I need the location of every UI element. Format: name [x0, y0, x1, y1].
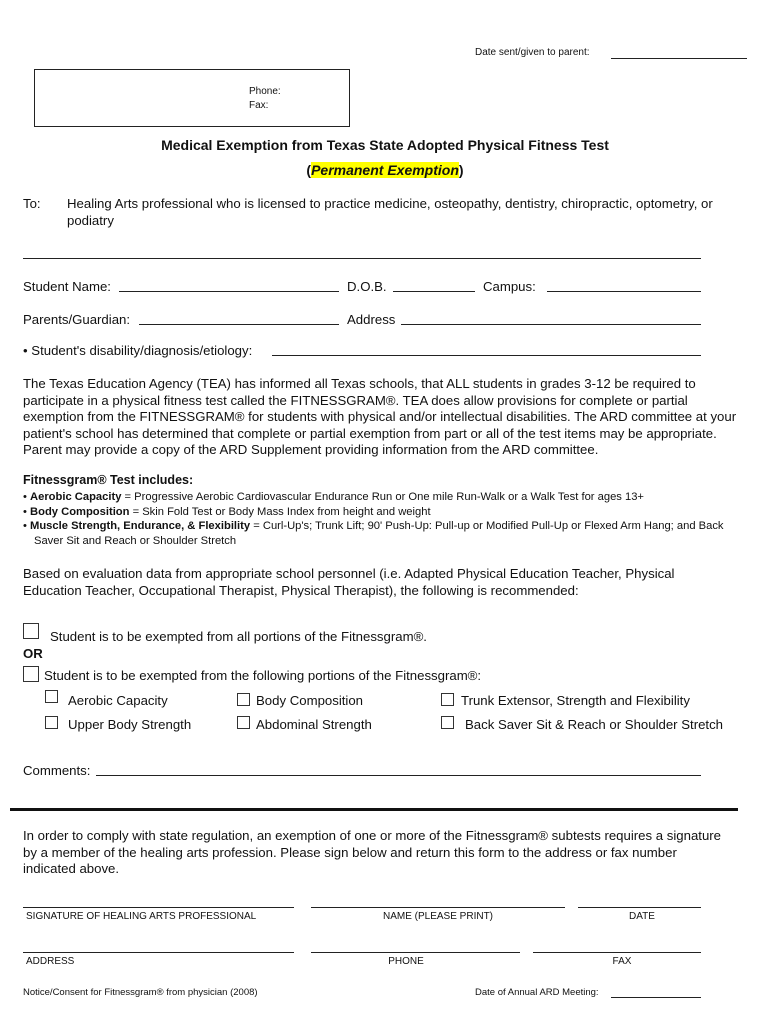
- or-label: OR: [23, 646, 43, 661]
- includes-list: [23, 490, 748, 548]
- abdominal-label: Abdominal Strength: [256, 717, 372, 732]
- fax-field[interactable]: [533, 952, 701, 953]
- school-contact-box: [34, 69, 350, 127]
- address-label: Address: [347, 312, 396, 327]
- dob-label: D.O.B.: [347, 279, 387, 294]
- print-name-label: NAME (PLEASE PRINT): [382, 911, 494, 922]
- abdominal-checkbox[interactable]: [237, 716, 250, 729]
- date-label: DATE: [629, 911, 655, 922]
- parents-label: Parents/Guardian:: [23, 312, 131, 327]
- evaluation-paragraph: Based on evaluation data from appropriate school personnel (i.e. Adapted Physical Education Teacher, Physical Education Teacher, Occupational Therapist, Physical Therapist), the following is recommended:: [23, 566, 675, 598]
- section-divider: [10, 808, 738, 811]
- subtitle-open-paren: (: [306, 162, 312, 178]
- student-name-label: Student Name:: [23, 279, 111, 294]
- signature-field[interactable]: [23, 907, 294, 908]
- backsaver-checkbox[interactable]: [441, 716, 454, 729]
- subtitle-close-paren: ): [458, 162, 464, 178]
- phone-label: PHONE: [388, 956, 424, 967]
- separator-line: [23, 258, 701, 259]
- to-label: To:: [23, 196, 41, 211]
- campus-label: Campus:: [483, 279, 536, 294]
- include-desc: = Progressive Aerobic Cardiovascular Endurance Run or One mile Run-Walk or a Walk Test for ages 13+: [121, 491, 644, 503]
- include-desc: = Skin Fold Test or Body Mass Index from height and weight: [129, 505, 431, 518]
- date-sent-label: Date sent/given to parent:: [475, 47, 590, 58]
- footer-note: Notice/Consent for Fitnessgram® from physician (2008): [23, 987, 258, 998]
- to-text: Healing Arts professional who is licensed to practice medicine, osteopathy, dentistry, chiropractic, optometry, or podiatry: [67, 196, 713, 228]
- trunk-checkbox[interactable]: [441, 693, 454, 706]
- comments-label: Comments:: [23, 763, 91, 778]
- signature-label: SIGNATURE OF HEALING ARTS PROFESSIONAL: [26, 911, 257, 922]
- includes-heading: Fitnessgram® Test includes:: [23, 473, 194, 487]
- form-subtitle: [0, 162, 770, 178]
- student-name-field[interactable]: [119, 291, 339, 292]
- include-name: Aerobic Capacity: [30, 491, 122, 503]
- body-composition-label: Body Composition: [256, 693, 364, 708]
- ard-meeting-label: Date of Annual ARD Meeting:: [475, 987, 599, 998]
- bullet: •: [23, 520, 27, 532]
- fax-label: Fax:: [249, 100, 269, 111]
- list-item: [23, 505, 748, 520]
- form-title: Medical Exemption from Texas State Adopted Physical Fitness Test: [161, 137, 609, 153]
- parents-field[interactable]: [139, 324, 339, 325]
- disability-field[interactable]: [272, 355, 701, 356]
- dob-field[interactable]: [393, 291, 475, 292]
- upper-body-label: Upper Body Strength: [68, 717, 192, 732]
- aerobic-checkbox[interactable]: [45, 690, 58, 703]
- trunk-label: Trunk Extensor, Strength and Flexibility: [461, 693, 690, 708]
- intro-paragraph: The Texas Education Agency (TEA) has informed all Texas schools, that ALL students in grades 3-12 be required to participate in a physical fitness test called the FITNESSGRAM®. TEA does allow provisions for complete or partial exemption from the FITNESSGRAM® for students with physical and/or intellectual disabilities. The ARD committee at your patient's school has determined that complete or partial exemption from part or all of the test items may be appropriate. Parent may provide a copy of the ARD Supplement providing information from the ARD committee.: [23, 376, 737, 457]
- list-item: [23, 490, 748, 505]
- bullet: •: [23, 491, 27, 503]
- address-field[interactable]: [401, 324, 701, 325]
- address-sign-field[interactable]: [23, 952, 294, 953]
- phone-label: Phone:: [249, 86, 281, 97]
- exempt-all-label: Student is to be exempted from all portions of the Fitnessgram®.: [50, 629, 427, 644]
- body-composition-checkbox[interactable]: [237, 693, 250, 706]
- permanent-exemption-highlight: Permanent Exemption: [311, 162, 459, 178]
- exempt-all-checkbox[interactable]: [23, 623, 39, 639]
- compliance-paragraph: In order to comply with state regulation, an exemption of one or more of the Fitnessgram® subtests requires a signature by a member of the healing arts profession. Please sign below and return this form to the address or fax number indicated above.: [23, 828, 722, 876]
- include-name: Muscle Strength, Endurance, & Flexibility: [30, 520, 251, 532]
- date-field[interactable]: [578, 907, 701, 908]
- bullet: •: [23, 505, 27, 518]
- exempt-partial-label: Student is to be exempted from the following portions of the Fitnessgram®:: [44, 668, 482, 683]
- exempt-partial-checkbox[interactable]: [23, 666, 39, 682]
- include-desc: = Curl-Up's; Trunk Lift; 90' Push-Up: Pull-up or Modified Pull-Up or Flexed Arm Hang; and Back Saver Sit and Reach or Shoulder Stretch: [34, 520, 724, 547]
- aerobic-label: Aerobic Capacity: [68, 693, 168, 708]
- backsaver-label: Back Saver Sit & Reach or Shoulder Stretch: [465, 717, 724, 732]
- phone-field[interactable]: [311, 952, 520, 953]
- upper-body-checkbox[interactable]: [45, 716, 58, 729]
- campus-field[interactable]: [547, 291, 701, 292]
- address-sign-label: ADDRESS: [26, 956, 75, 967]
- print-name-field[interactable]: [311, 907, 565, 908]
- list-item: [23, 519, 748, 548]
- fax-sign-label: FAX: [612, 956, 632, 967]
- include-name: Body Composition: [30, 505, 130, 518]
- ard-meeting-field[interactable]: [611, 997, 701, 998]
- date-sent-field[interactable]: [611, 58, 747, 59]
- comments-field[interactable]: [96, 775, 701, 776]
- disability-label: • Student's disability/diagnosis/etiology:: [23, 343, 253, 358]
